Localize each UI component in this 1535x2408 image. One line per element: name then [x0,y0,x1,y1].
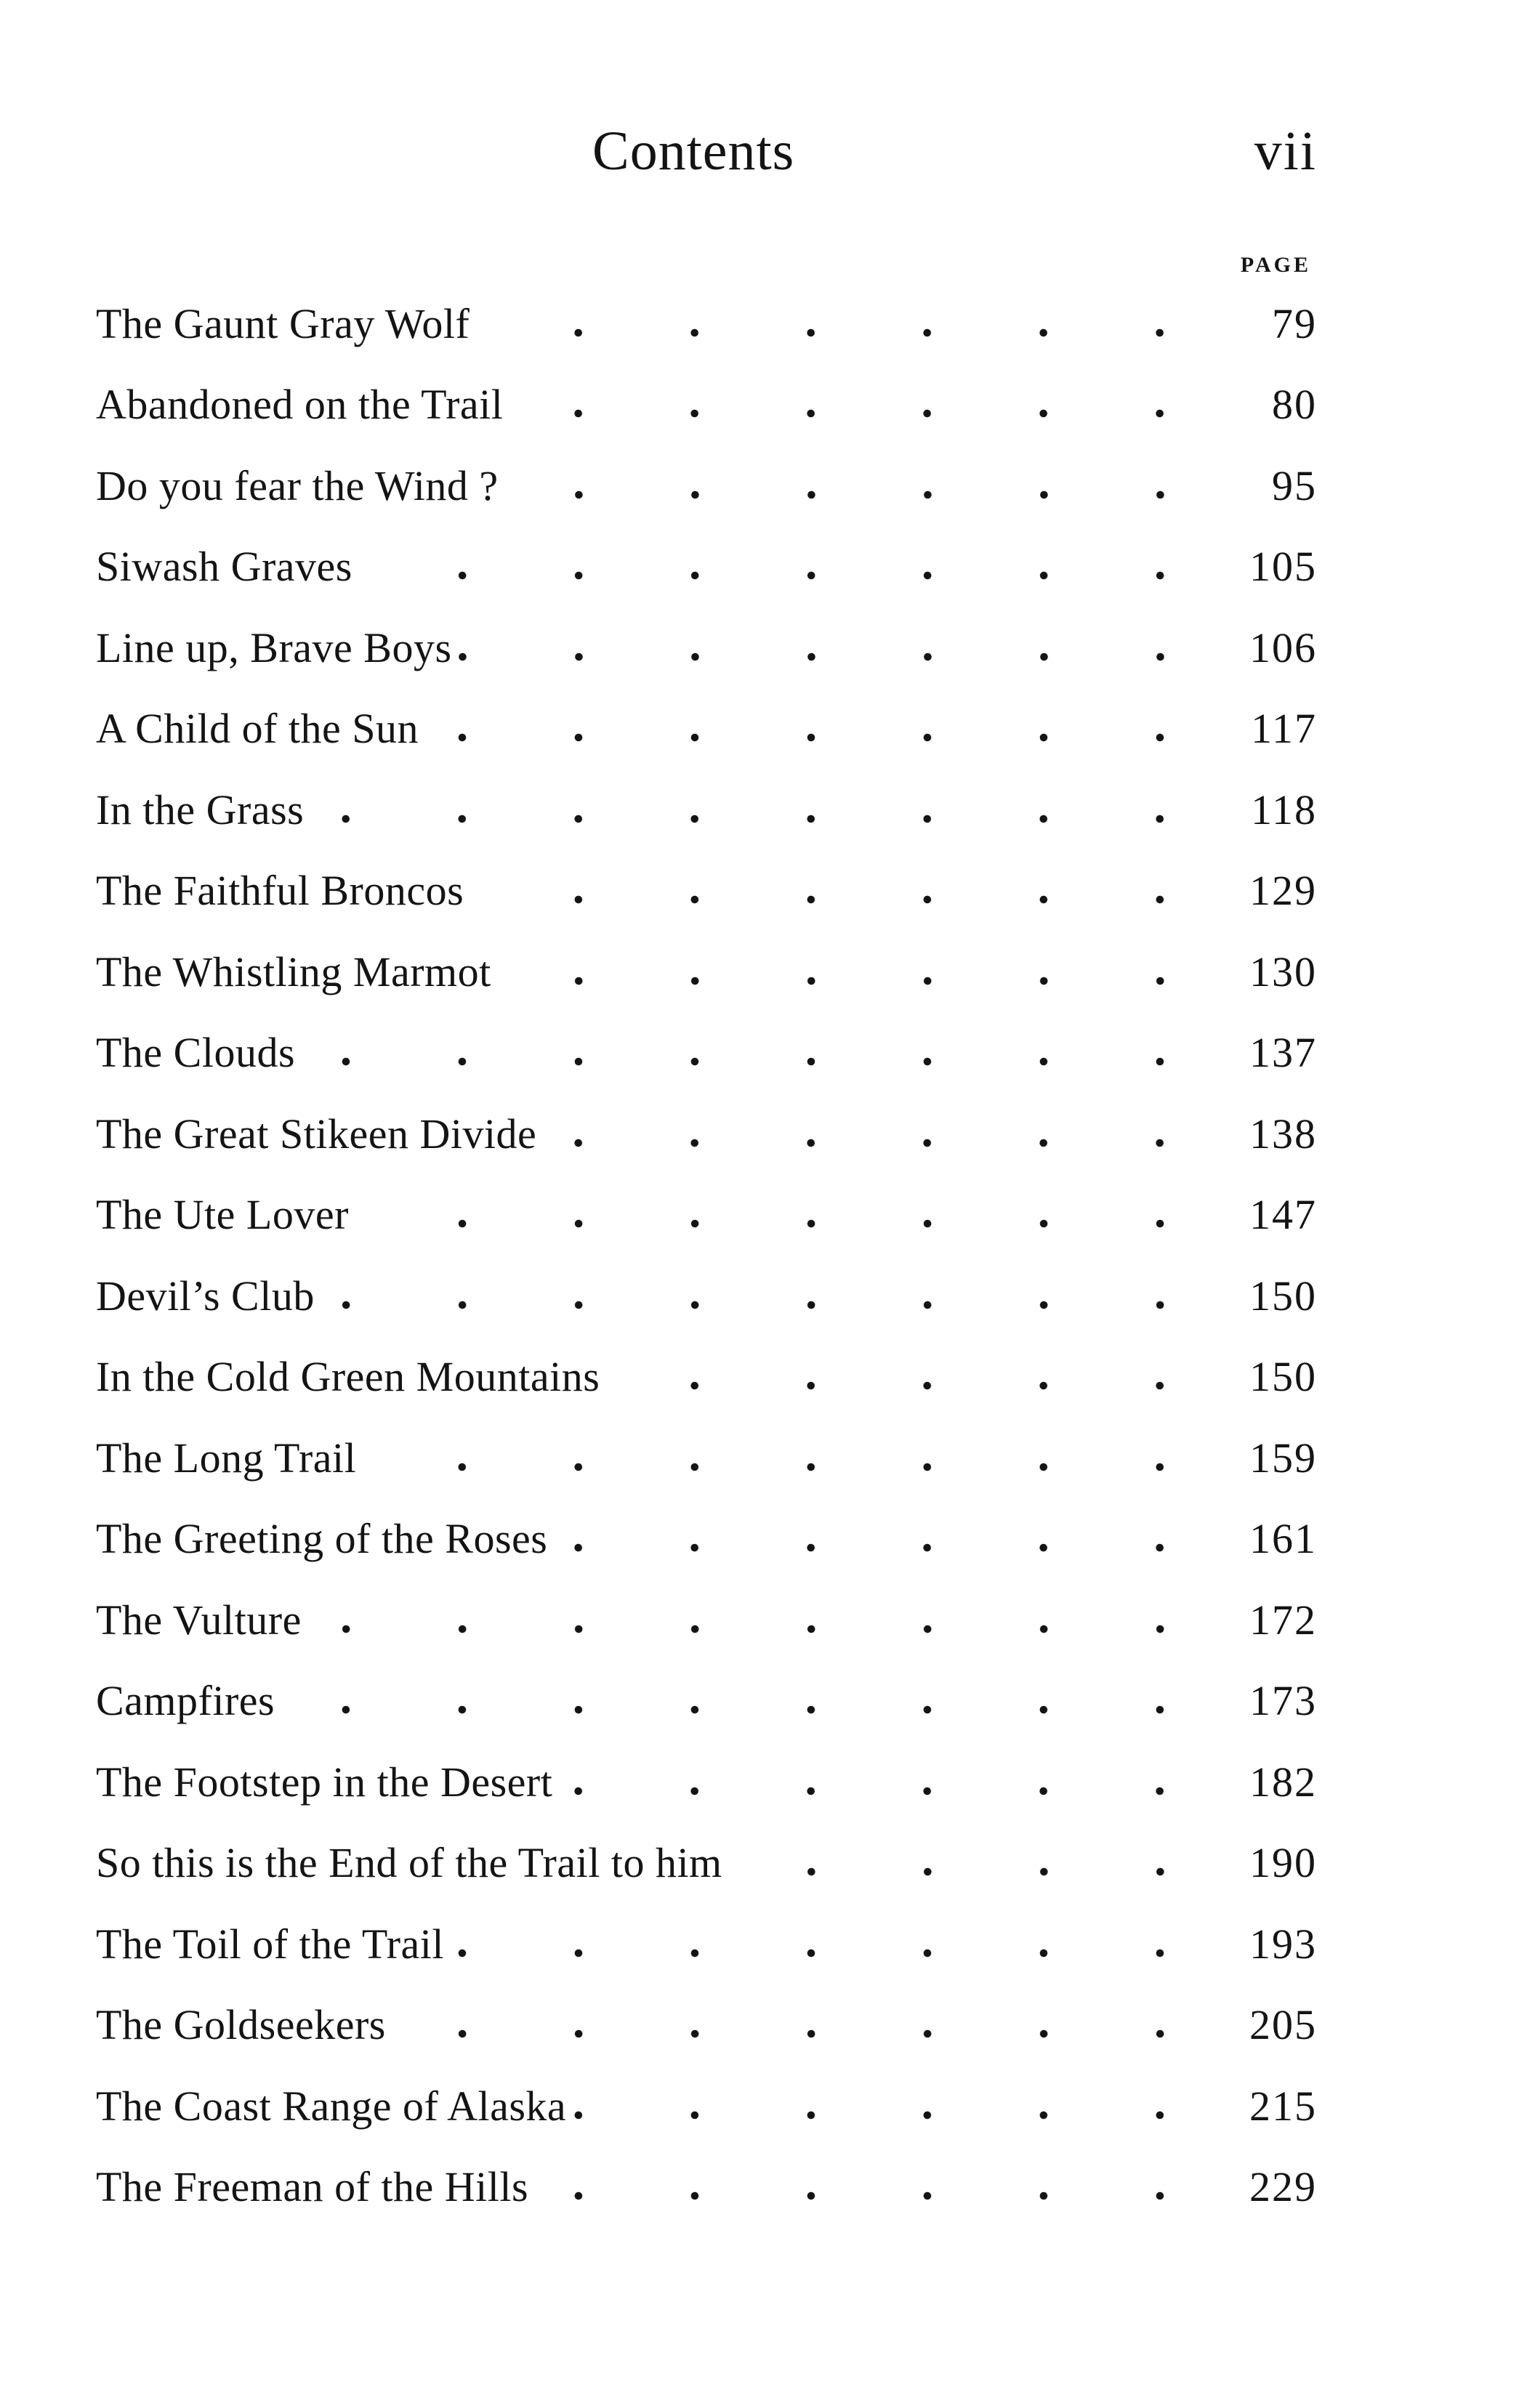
entry-title: The Goldseekers [96,2000,390,2051]
dot-leader [474,299,1237,350]
dot-leader [496,947,1237,998]
dot-leader [557,1757,1237,1808]
dot-leader [319,1271,1237,1322]
contents-entry [96,365,1317,446]
entry-page-number: 95 [1237,461,1317,512]
dot-leader [448,1919,1237,1970]
entry-title: Do you fear the Wind ? [96,461,503,512]
contents-entry [96,689,1317,770]
contents-entry [96,2147,1317,2229]
contents-entry [96,1742,1317,1823]
contents-entry [96,445,1317,527]
entry-title: So this is the End of the Trail to him [96,1838,727,1888]
contents-entry [96,1013,1317,1094]
page-number: vii [1254,121,1317,182]
entry-title: The Whistling Marmot [96,947,496,998]
contents-entry [96,932,1317,1013]
entry-page-number: 130 [1237,947,1317,998]
entry-page-number: 173 [1237,1676,1317,1726]
dot-leader [279,1676,1237,1726]
entry-page-number: 106 [1237,623,1317,674]
entry-page-number: 159 [1237,1433,1317,1484]
dot-leader [727,1838,1237,1888]
entry-title: The Gaunt Gray Wolf [96,299,474,350]
entry-title: In the Cold Green Mountains [96,1352,604,1402]
entry-page-number: 150 [1237,1271,1317,1322]
entry-page-number: 147 [1237,1189,1317,1240]
dot-leader [507,379,1237,430]
contents-entry [96,1337,1317,1418]
dot-leader [456,623,1237,674]
contents-entry [96,769,1317,851]
entry-title: The Vulture [96,1595,306,1646]
dot-leader [308,785,1237,836]
entry-title: Siwash Graves [96,541,357,592]
contents-entry [96,607,1317,689]
entry-title: The Footstep in the Desert [96,1757,557,1808]
entry-title: Devil’s Club [96,1271,319,1322]
dot-leader [306,1595,1237,1646]
entry-page-number: 138 [1237,1109,1317,1160]
dot-leader [299,1027,1237,1078]
entry-page-number: 172 [1237,1595,1317,1646]
dot-leader [604,1352,1237,1402]
page-column-heading: PAGE [1240,253,1311,277]
dot-leader [357,541,1237,592]
entry-page-number: 161 [1237,1514,1317,1564]
entry-title: In the Grass [96,785,308,836]
contents-entry [96,283,1317,365]
entry-page-number: 137 [1237,1027,1317,1078]
contents-entry [96,1418,1317,1499]
entry-page-number: 205 [1237,2000,1317,2051]
dot-leader [541,1109,1237,1160]
dot-leader [353,1189,1237,1240]
entry-title: Line up, Brave Boys [96,623,456,674]
contents-entry [96,2066,1317,2147]
entry-page-number: 229 [1237,2162,1317,2213]
contents-entry [96,527,1317,608]
dot-leader [571,2081,1237,2132]
dot-leader [390,2000,1237,2051]
entry-page-number: 190 [1237,1838,1317,1888]
entry-page-number: 117 [1237,703,1317,754]
entry-title: The Greeting of the Roses [96,1514,552,1564]
entry-title: The Coast Range of Alaska [96,2081,571,2132]
entry-title: A Child of the Sun [96,703,423,754]
entry-title: The Toil of the Trail [96,1919,448,1970]
entry-page-number: 215 [1237,2081,1317,2132]
contents-entry [96,1499,1317,1580]
dot-leader [468,865,1237,916]
entry-title: Abandoned on the Trail [96,379,507,430]
contents-entry [96,1985,1317,2066]
running-head-title: Contents [592,121,795,182]
entry-title: The Freeman of the Hills [96,2162,533,2213]
entry-page-number: 80 [1237,379,1317,430]
contents-entry [96,1256,1317,1337]
dot-leader [360,1433,1237,1484]
entry-title: The Great Stikeen Divide [96,1109,541,1160]
contents-entry [96,1175,1317,1256]
entry-page-number: 118 [1237,785,1317,836]
running-head [0,115,1535,195]
entry-page-number: 182 [1237,1757,1317,1808]
dot-leader [552,1514,1237,1564]
contents-entry [96,851,1317,932]
entry-page-number: 79 [1237,299,1317,350]
dot-leader [503,461,1237,512]
dot-leader [423,703,1237,754]
contents-entry [96,1094,1317,1175]
contents-entry [96,1661,1317,1742]
entry-title: The Clouds [96,1027,299,1078]
entry-title: The Long Trail [96,1433,360,1484]
entry-page-number: 193 [1237,1919,1317,1970]
entry-title: The Ute Lover [96,1189,353,1240]
entry-title: Campfires [96,1676,279,1726]
contents-entry [96,1904,1317,1985]
contents-list [96,283,1317,2228]
entry-page-number: 105 [1237,541,1317,592]
dot-leader [533,2162,1237,2213]
contents-entry [96,1823,1317,1904]
entry-page-number: 150 [1237,1352,1317,1402]
entry-page-number: 129 [1237,865,1317,916]
entry-title: The Faithful Broncos [96,865,468,916]
contents-entry [96,1580,1317,1661]
